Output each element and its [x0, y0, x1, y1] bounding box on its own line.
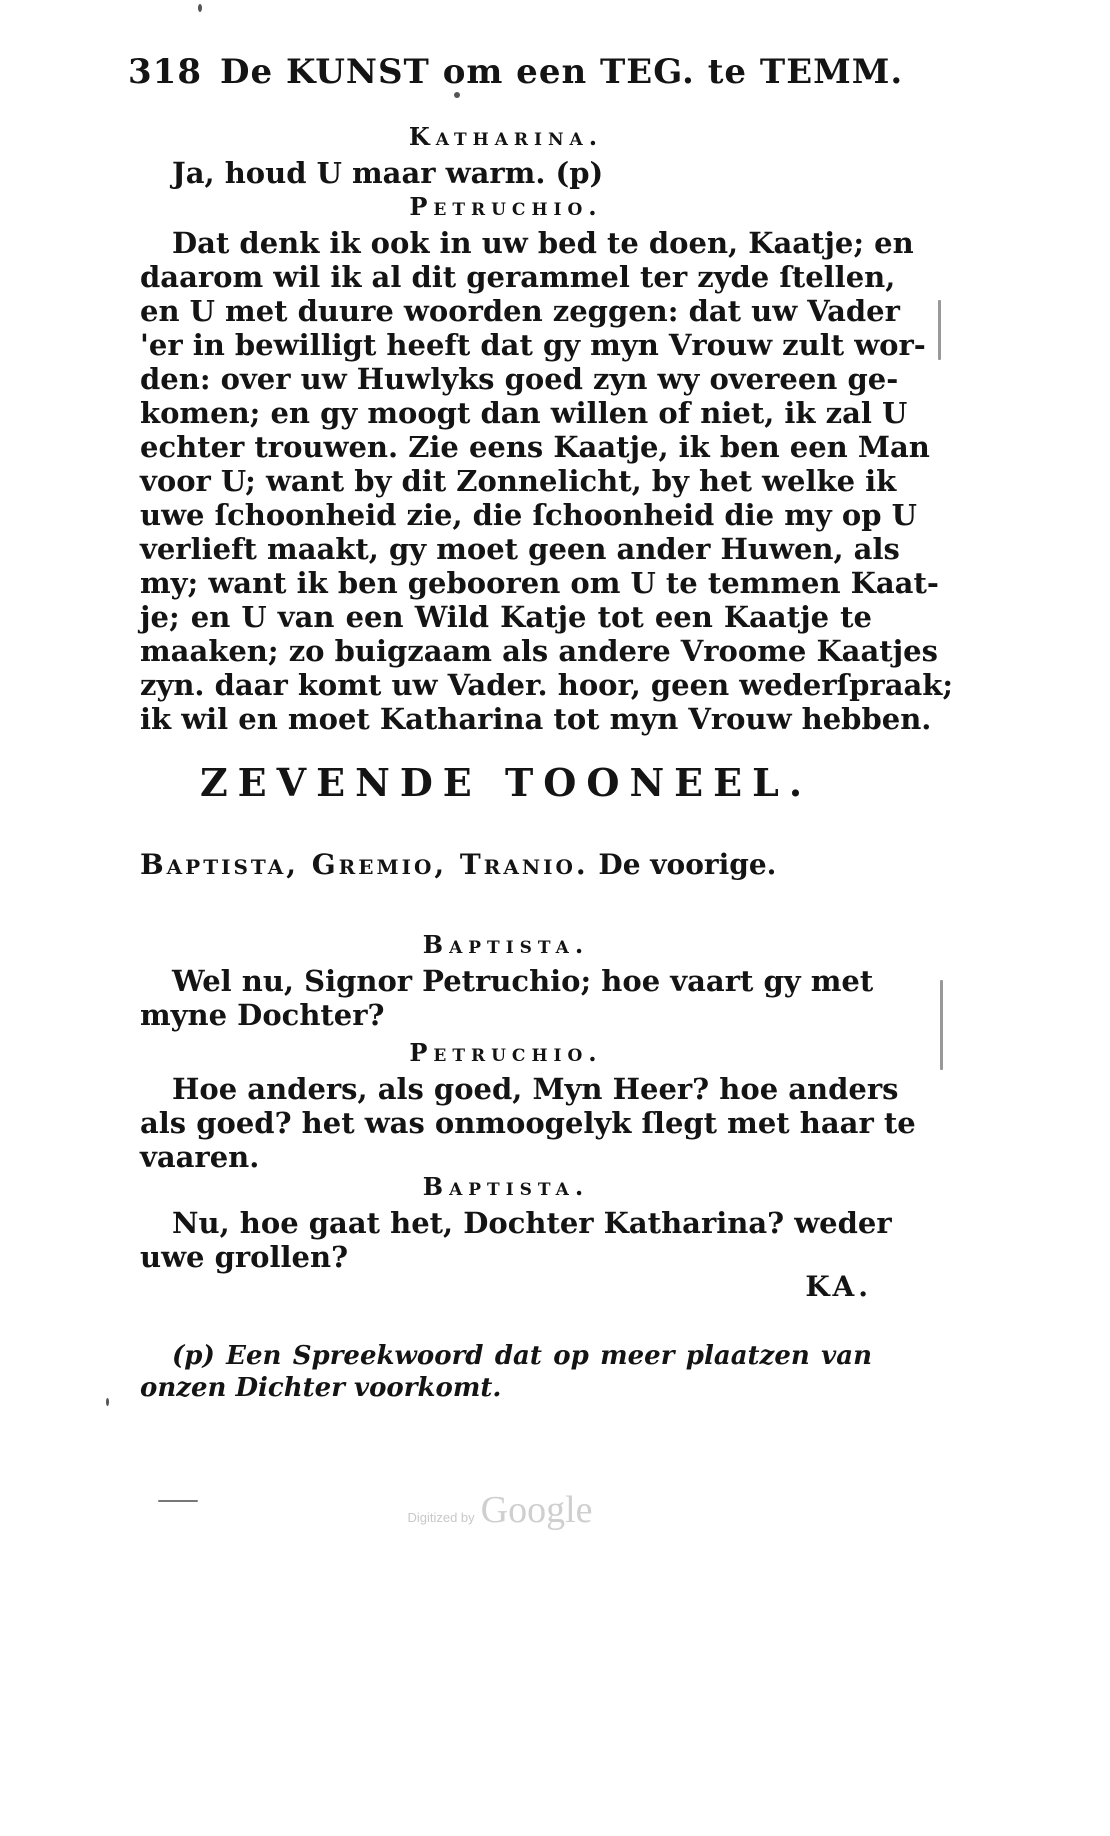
scan-speck — [198, 4, 202, 12]
speaker-name: Baptista. — [422, 1172, 590, 1201]
speech-line: Wel nu, Signor Petruchio; hoe vaart gy met — [172, 964, 874, 998]
scan-speck — [158, 1500, 198, 1502]
speech-line: Dat denk ik ook in uw bed te doen, Kaatje; en — [172, 226, 914, 260]
page-header — [128, 52, 904, 92]
speech-line: den: over uw Huwlyks goed zyn wy overeen ge- — [140, 362, 899, 396]
speaker-name: Baptista. — [422, 930, 590, 959]
speaker-name: Petruchio. — [409, 1038, 603, 1067]
speech-line: uwe ſchoonheid zie, die ſchoonheid die my op U — [140, 498, 917, 532]
speaker-name: Katharina. — [408, 122, 604, 151]
footnote-line: onzen Dichter voorkomt. — [140, 1373, 502, 1403]
google-logo: Google — [480, 1489, 593, 1531]
speech-line: maaken; zo buigzaam als andere Vroome Kaatjes — [140, 634, 938, 668]
cast-rest: De voorige. — [588, 848, 777, 881]
speech-petruchio-2 — [140, 1034, 916, 1174]
speech-line: vaaren. — [140, 1140, 260, 1174]
speech-baptista — [140, 926, 872, 1032]
speech-line: voor U; want by dit Zonnelicht, by het welke ik — [140, 464, 897, 498]
footnote — [140, 1340, 872, 1404]
scene-title: ZEVENDE TOONEEL. — [199, 760, 813, 805]
speech-line: 'er in bewilligt heeft dat gy myn Vrouw zult wor- — [140, 328, 926, 362]
speech-line: myne Dochter? — [140, 998, 385, 1032]
speech-line: Nu, hoe gaat het, Dochter Katharina? weder — [172, 1206, 892, 1240]
catchword: KA. — [805, 1270, 872, 1303]
cast-list — [140, 848, 872, 881]
speaker-name: Petruchio. — [409, 192, 603, 221]
speech-line: echter trouwen. Zie eens Kaatje, ik ben een Man — [140, 430, 930, 464]
speech-line: verlieft maakt, gy moet geen ander Huwen, als — [140, 532, 900, 566]
watermark-prefix: Digitized by — [407, 1510, 475, 1525]
cast-names: Baptista, Gremio, Tranio. — [140, 848, 589, 881]
speech-line: my; want ik ben gebooren om U te temmen Kaat- — [140, 566, 939, 600]
speech-katharina — [140, 118, 872, 190]
google-watermark — [380, 1488, 620, 1532]
speech-line: Hoe anders, als goed, Myn Heer? hoe anders — [172, 1072, 899, 1106]
speech-line: zyn. daar komt uw Vader. hoor, geen wederſpraak; — [140, 668, 954, 702]
speech-petruchio — [140, 188, 954, 736]
speech-line: en U met duure woorden zeggen: dat uw Vader — [140, 294, 900, 328]
running-title: De KUNST om een TEG. te TEMM. — [219, 52, 904, 92]
scan-speck — [938, 300, 941, 360]
speech-line: uwe grollen? — [140, 1240, 349, 1274]
speech-line: je; en U van een Wild Katje tot een Kaatje te — [140, 600, 872, 634]
speech-baptista-2 — [140, 1168, 892, 1274]
scan-speck — [454, 92, 460, 98]
speech-line: als goed? het was onmoogelyk ſlegt met haar te — [140, 1106, 916, 1140]
scan-speck — [106, 1398, 109, 1406]
page-number: 318 — [128, 52, 202, 92]
speech-line: komen; en gy moogt dan willen of niet, ik zal U — [140, 396, 908, 430]
scan-speck — [940, 980, 943, 1070]
speech-line: daarom wil ik al dit gerammel ter zyde ſtellen, — [140, 260, 896, 294]
speech-line: ik wil en moet Katharina tot myn Vrouw hebben. — [140, 702, 932, 736]
footnote-line: (p) Een Spreekwoord dat op meer plaatzen van — [172, 1341, 872, 1371]
speech-line: Ja, houd U maar warm. (p) — [172, 156, 604, 190]
